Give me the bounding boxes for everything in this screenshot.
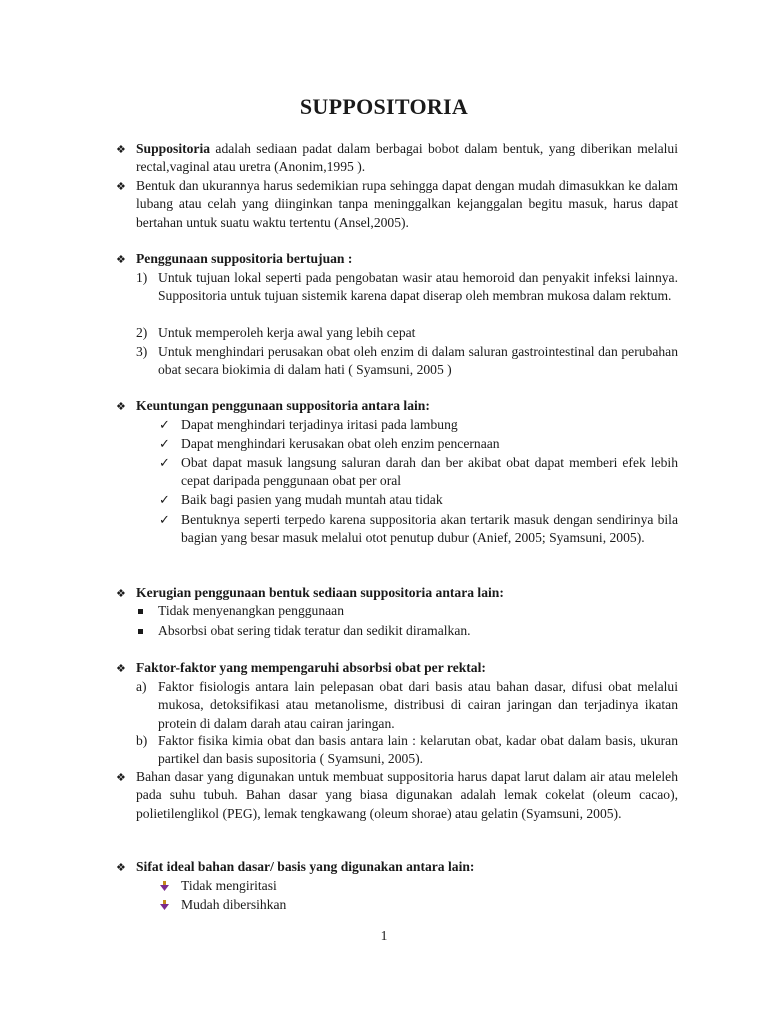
diamond-bullet-icon: ❖ (116, 254, 126, 266)
arrow-bullet-icon (159, 881, 170, 892)
page-title: SUPPOSITORIA (299, 94, 469, 119)
intro-shape-paragraph: Bentuk dan ukurannya harus sedemikian rupa sehingga dapat dengan mudah dimasukkan ke dalam lubang atau celah yang diinginkan tanpa meninggalkan kejanggalan begitu masuk, harus dapat bertahan untuk suatu waktu tertentu (Ansel,2005). (136, 178, 678, 230)
checkmark-icon: ✓ (159, 512, 170, 527)
diamond-bullet-icon: ❖ (116, 772, 126, 784)
faktor-heading: Faktor-faktor yang mempengaruhi absorbsi obat per rektal: (136, 660, 486, 675)
keuntungan-item: Dapat menghindari terjadinya iritasi pada lambung (181, 417, 458, 432)
diamond-bullet-icon: ❖ (116, 144, 126, 156)
tujuan-item: Untuk memperoleh kerja awal yang lebih cepat (158, 325, 416, 340)
keuntungan-item: Baik bagi pasien yang mudah muntah atau tidak (181, 492, 443, 507)
bahan-dasar-paragraph: Bahan dasar yang digunakan untuk membuat suppositoria harus dapat larut dalam air atau meleleh pada suhu tubuh. Bahan dasar yang biasa digunakan adalah lemak cokelat (oleum cacao), polietilenglikol (PEG), lemak tengkawang (oleum shorae) atau gelatin (Syamsuni, 2005). (136, 769, 678, 821)
square-bullet-icon (138, 609, 143, 614)
keuntungan-item: Bentuknya seperti terpedo karena suppositoria akan tertarik masuk dengan sendirinya bila bagian yang besar masuk melalui otot penutup dubur (Anief, 2005; Syamsuni, 2005). (181, 512, 678, 546)
tujuan-item: Untuk tujuan lokal seperti pada pengobatan wasir atau hemoroid dan penyakit infeksi lainnya. Suppositoria untuk tujuan sistemik karena dapat diserap oleh membran mukosa dalam rektum. (158, 270, 678, 304)
list-letter: a) (136, 679, 147, 694)
diamond-bullet-icon: ❖ (116, 401, 126, 413)
arrow-bullet-icon (159, 900, 170, 911)
tujuan-item: Untuk menghindari perusakan obat oleh enzim di dalam saluran gastrointestinal dan perubahan obat secara biokimia di dalam hati ( Syamsuni, 2005 ) (158, 344, 678, 378)
list-number: 2) (136, 325, 148, 340)
page-number: 1 (380, 928, 388, 943)
keuntungan-item: Obat dapat masuk langsung saluran darah dan ber akibat obat dapat memberi efek lebih cepat daripada penggunaan obat per oral (181, 455, 678, 489)
checkmark-icon: ✓ (159, 417, 170, 432)
faktor-item: Faktor fisika kimia obat dan basis antara lain : kelarutan obat, kadar obat dalam basis, ukuran partikel dan basis supositoria ( Syamsuni, 2005). (158, 733, 678, 767)
checkmark-icon: ✓ (159, 436, 170, 451)
kerugian-heading: Kerugian penggunaan bentuk sediaan suppositoria antara lain: (136, 585, 504, 600)
diamond-bullet-icon: ❖ (116, 663, 126, 675)
keuntungan-item: Dapat menghindari kerusakan obat oleh enzim pencernaan (181, 436, 500, 451)
diamond-bullet-icon: ❖ (116, 588, 126, 600)
keuntungan-heading: Keuntungan penggunaan suppositoria antara lain: (136, 398, 430, 413)
suppositoria-term: Suppositoria (136, 141, 211, 156)
faktor-item: Faktor fisiologis antara lain pelepasan obat dari basis atau bahan dasar, difusi obat melalui mukosa, detoksifikasi atau metanolisme, distribusi di cairan jaringan dan terjadinya ikatan protein di dalam darah atau cairan jaringan. (158, 679, 678, 731)
intro-definition (136, 140, 678, 177)
list-number: 3) (136, 344, 148, 359)
kerugian-item: Tidak menyenangkan penggunaan (158, 603, 344, 618)
sifat-heading: Sifat ideal bahan dasar/ basis yang digunakan antara lain: (136, 859, 475, 874)
list-letter: b) (136, 733, 148, 748)
kerugian-item: Absorbsi obat sering tidak teratur dan sedikit diramalkan. (158, 623, 471, 638)
checkmark-icon: ✓ (159, 492, 170, 507)
intro-definition-text: adalah sediaan padat dalam berbagai bobot dalam bentuk, yang diberikan melalui rectal,vaginal atau uretra (Anonim,1995 ). (136, 141, 678, 175)
checkmark-icon: ✓ (159, 455, 170, 470)
tujuan-heading: Penggunaan suppositoria bertujuan : (136, 251, 353, 266)
square-bullet-icon (138, 629, 143, 634)
diamond-bullet-icon: ❖ (116, 181, 126, 193)
list-number: 1) (136, 270, 148, 285)
sifat-item: Mudah dibersihkan (181, 897, 287, 912)
diamond-bullet-icon: ❖ (116, 862, 126, 874)
sifat-item: Tidak mengiritasi (181, 878, 277, 893)
